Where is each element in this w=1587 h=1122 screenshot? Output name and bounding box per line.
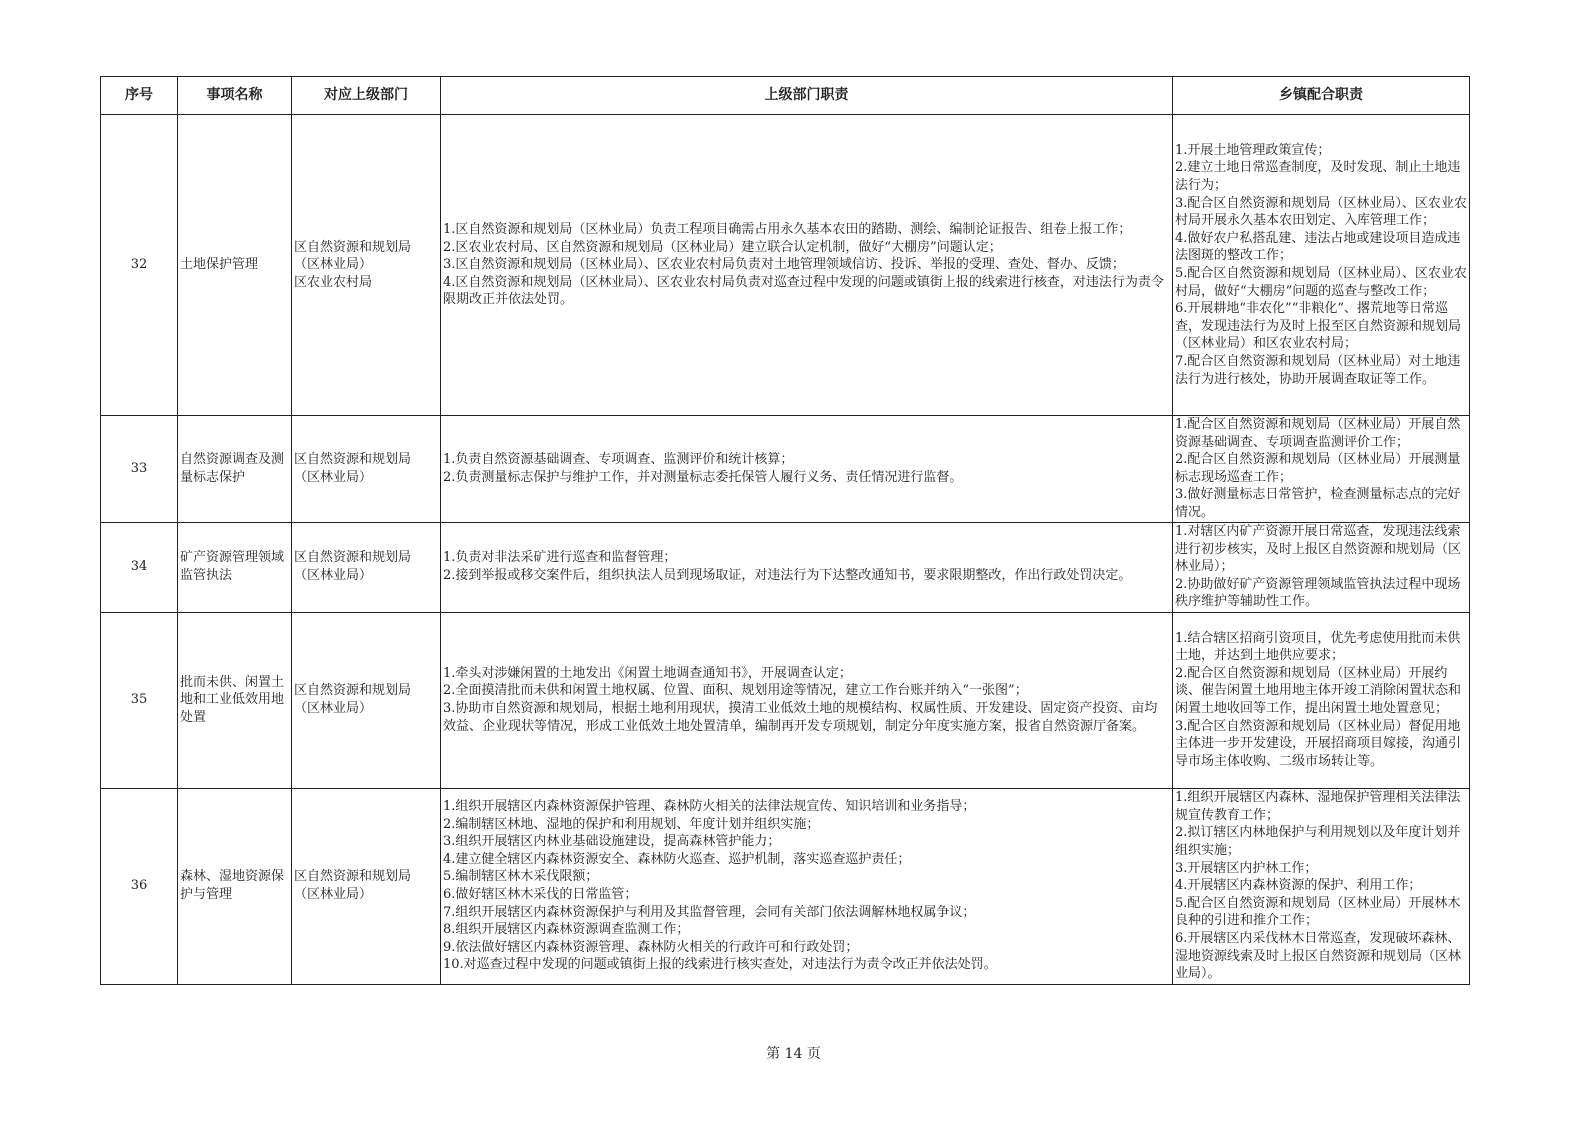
superior-duties — [441, 115, 1173, 416]
superior-dept — [292, 612, 441, 788]
superior-dept — [292, 115, 441, 416]
superior-duties-line: 2.接到举报或移交案件后，组织执法人员到现场取证，对违法行为下达整改通知书，要求限期整改，作出行政处罚决定。 — [443, 568, 1132, 584]
town-duties-line: 3.做好测量标志日常管护，检查测量标志点的完好情况。 — [1175, 487, 1461, 520]
town-duties-line: 4.做好农户私搭乱建、违法占地或建设项目造成违法图斑的整改工作； — [1175, 230, 1461, 264]
header-item-name: 事项名称 — [178, 77, 292, 115]
superior-duties-line: 3.协助市自然资源和规划局，根据土地利用现状，摸清工业低效土地的规模结构、权属性质、开发建设、固定资产投资、亩均效益、企业现状等情况，形成工业低效土地处置清单，编制再开发专项规划，制定分年度实施方案，报省自然资源厅备案。 — [443, 701, 1158, 734]
town-duties-line: 2.配合区自然资源和规划局（区林业局）开展测量标志现场巡查工作； — [1175, 452, 1461, 485]
superior-duties-line: 9.依法做好辖区内森林资源管理、森林防火相关的行政许可和行政处罚； — [443, 939, 859, 955]
town-duties-line: 1.组织开展辖区内森林、湿地保护管理相关法律法规宣传教育工作； — [1175, 790, 1461, 823]
superior-dept-line: （区林业局） — [294, 568, 373, 584]
table-row — [101, 522, 1470, 612]
row-number: 33 — [101, 416, 178, 523]
table-row — [101, 612, 1470, 788]
town-duties — [1173, 522, 1470, 612]
town-duties-line: 1.结合辖区招商引资项目，优先考虑使用批而未供土地，并达到土地供应要求； — [1175, 630, 1461, 664]
town-duties-line: 3.配合区自然资源和规划局（区林业局）、区农业农村局开展永久基本农田划定、入库管理工作； — [1175, 195, 1467, 229]
town-duties-line: 7.配合区自然资源和规划局（区林业局）对土地违法行为进行核处，协助开展调查取证等工作。 — [1175, 353, 1461, 387]
superior-dept-line: （区林业局） — [294, 257, 373, 273]
row-number: 34 — [101, 522, 178, 612]
item-name: 矿产资源管理领域监管执法 — [178, 522, 292, 612]
superior-duties-line: 2.区农业农村局、区自然资源和规划局（区林业局）建立联合认定机制，做好“大棚房”问题认定； — [443, 239, 1002, 255]
item-name: 森林、湿地资源保护与管理 — [178, 788, 292, 984]
superior-duties — [441, 522, 1173, 612]
superior-dept — [292, 522, 441, 612]
superior-dept-line: （区林业局） — [294, 701, 373, 717]
town-duties — [1173, 416, 1470, 523]
table-row — [101, 115, 1470, 416]
superior-duties-line: 1.组织开展辖区内森林资源保护管理、森林防火相关的法律法规宣传、知识培训和业务指导； — [443, 799, 976, 815]
superior-duties-line: 1.负责自然资源基础调查、专项调查、监测评价和统计核算； — [443, 452, 794, 468]
town-duties-line: 2.协助做好矿产资源管理领域监管执法过程中现场秩序维护等辅助性工作。 — [1175, 576, 1461, 610]
town-duties — [1173, 115, 1470, 416]
table-header-row — [101, 77, 1470, 115]
superior-duties-line: 2.编制辖区林地、湿地的保护和利用规划、年度计划并组织实施； — [443, 816, 820, 832]
superior-duties-line: 1.区自然资源和规划局（区林业局）负责工程项目确需占用永久基本农田的踏勘、测绘、编制论证报告、组卷上报工作； — [443, 222, 1132, 238]
superior-dept — [292, 416, 441, 523]
superior-duties-line: 1.负责对非法采矿进行巡查和监督管理； — [443, 550, 677, 566]
superior-dept-line: （区林业局） — [294, 469, 373, 485]
row-number: 35 — [101, 612, 178, 788]
superior-duties-line: 6.做好辖区林木采伐的日常监管； — [443, 887, 638, 903]
superior-dept-line: 区农业农村局 — [294, 274, 373, 290]
page-number: 第 14 页 — [766, 1046, 821, 1062]
table-row — [101, 416, 1470, 523]
superior-duties — [441, 788, 1173, 984]
town-duties-line: 3.开展辖区内护林工作； — [1175, 860, 1318, 876]
superior-duties-line: 3.区自然资源和规划局（区林业局）、区农业农村局负责对土地管理领域信访、投诉、举报的受理、查处、督办、反馈； — [443, 257, 1125, 273]
town-duties — [1173, 788, 1470, 984]
superior-dept-line: 区自然资源和规划局 — [294, 683, 412, 699]
town-duties-line: 6.开展辖区内采伐林木日常巡查，发现破坏森林、湿地资源线索及时上报区自然资源和规划局（区林业局）。 — [1175, 931, 1462, 982]
superior-dept-line: 区自然资源和规划局 — [294, 452, 412, 468]
responsibility-table — [100, 76, 1470, 985]
town-duties-line: 3.配合区自然资源和规划局（区林业局）督促用地主体进一步开发建设，开展招商项目嫁接，沟通引导市场主体收购、二级市场转让等。 — [1175, 718, 1462, 769]
header-town-duties: 乡镇配合职责 — [1173, 77, 1470, 115]
town-duties-line: 2.配合区自然资源和规划局（区林业局）开展约谈、催告闲置土地用地主体开竣工消除闲置状态和闲置土地收回等工作，提出闲置土地处置意见； — [1175, 665, 1462, 717]
superior-duties-line: 7.组织开展辖区内森林资源保护与利用及其监督管理，会同有关部门依法调解林地权属争议； — [443, 904, 976, 920]
superior-duties-line: 2.全面摸清批而未供和闲置土地权属、位置、面积、规划用途等情况，建立工作台账并纳入“一张图”； — [443, 683, 1028, 699]
table-row — [101, 788, 1470, 984]
superior-duties — [441, 416, 1173, 523]
header-no: 序号 — [101, 77, 178, 115]
header-dept: 对应上级部门 — [292, 77, 441, 115]
item-name: 土地保护管理 — [178, 115, 292, 416]
superior-duties-line: 10.对巡查过程中发现的问题或镇街上报的线索进行核实查处，对违法行为责令改正并依法处罚。 — [443, 957, 997, 973]
superior-duties-line: 4.建立健全辖区内森林资源安全、森林防火巡查、巡护机制，落实巡查巡护责任； — [443, 851, 911, 867]
item-name: 批而未供、闲置土地和工业低效用地处置 — [178, 612, 292, 788]
town-duties-line: 5.配合区自然资源和规划局（区林业局）开展林木良种的引进和推介工作； — [1175, 895, 1461, 929]
row-number: 36 — [101, 788, 178, 984]
superior-dept-line: （区林业局） — [294, 887, 373, 903]
town-duties-line: 2.建立土地日常巡查制度，及时发现、制止土地违法行为； — [1175, 160, 1461, 194]
town-duties-line: 6.开展耕地“非农化”“非粮化”、撂荒地等日常巡查，发现违法行为及时上报至区自然资源和规划局（区林业局）和区农业农村局； — [1175, 301, 1462, 352]
item-name: 自然资源调查及测量标志保护 — [178, 416, 292, 523]
superior-duties-line: 5.编制辖区林木采伐限额； — [443, 869, 599, 885]
superior-dept-line: 区自然资源和规划局 — [294, 239, 412, 255]
town-duties-line: 1.对辖区内矿产资源开展日常巡查，发现违法线索进行初步核实，及时上报区自然资源和规划局（区林业局）； — [1175, 524, 1462, 575]
superior-duties-line: 4.区自然资源和规划局（区林业局）、区农业农村局负责对巡查过程中发现的问题或镇街上报的线索进行核查，对违法行为责令限期改正并依法处罚。 — [443, 274, 1164, 308]
header-duties: 上级部门职责 — [441, 77, 1173, 115]
row-number: 32 — [101, 115, 178, 416]
superior-duties-line: 1.牵头对涉嫌闲置的土地发出《闲置土地调查通知书》，开展调查认定； — [443, 665, 852, 681]
town-duties-line: 2.拟订辖区内林地保护与利用规划以及年度计划并组织实施； — [1175, 825, 1461, 859]
town-duties-line: 1.配合区自然资源和规划局（区林业局）开展自然资源基础调查、专项调查监测评价工作； — [1175, 417, 1461, 450]
superior-duties — [441, 612, 1173, 788]
town-duties-line: 4.开展辖区内森林资源的保护、利用工作； — [1175, 878, 1422, 894]
superior-duties-line: 8.组织开展辖区内森林资源调查监测工作； — [443, 922, 690, 938]
town-duties-line: 5.配合区自然资源和规划局（区林业局）、区农业农村局，做好“大棚房”问题的巡查与整改工作； — [1175, 266, 1467, 299]
superior-duties-line: 2.负责测量标志保护与维护工作，并对测量标志委托保管人履行义务、责任情况进行监督。 — [443, 469, 963, 485]
superior-duties-line: 3.组织开展辖区内林业基础设施建设，提高森林管护能力； — [443, 834, 781, 850]
superior-dept-line: 区自然资源和规划局 — [294, 869, 412, 885]
superior-dept — [292, 788, 441, 984]
superior-dept-line: 区自然资源和规划局 — [294, 550, 412, 566]
town-duties-line: 1.开展土地管理政策宣传； — [1175, 142, 1331, 158]
town-duties — [1173, 612, 1470, 788]
